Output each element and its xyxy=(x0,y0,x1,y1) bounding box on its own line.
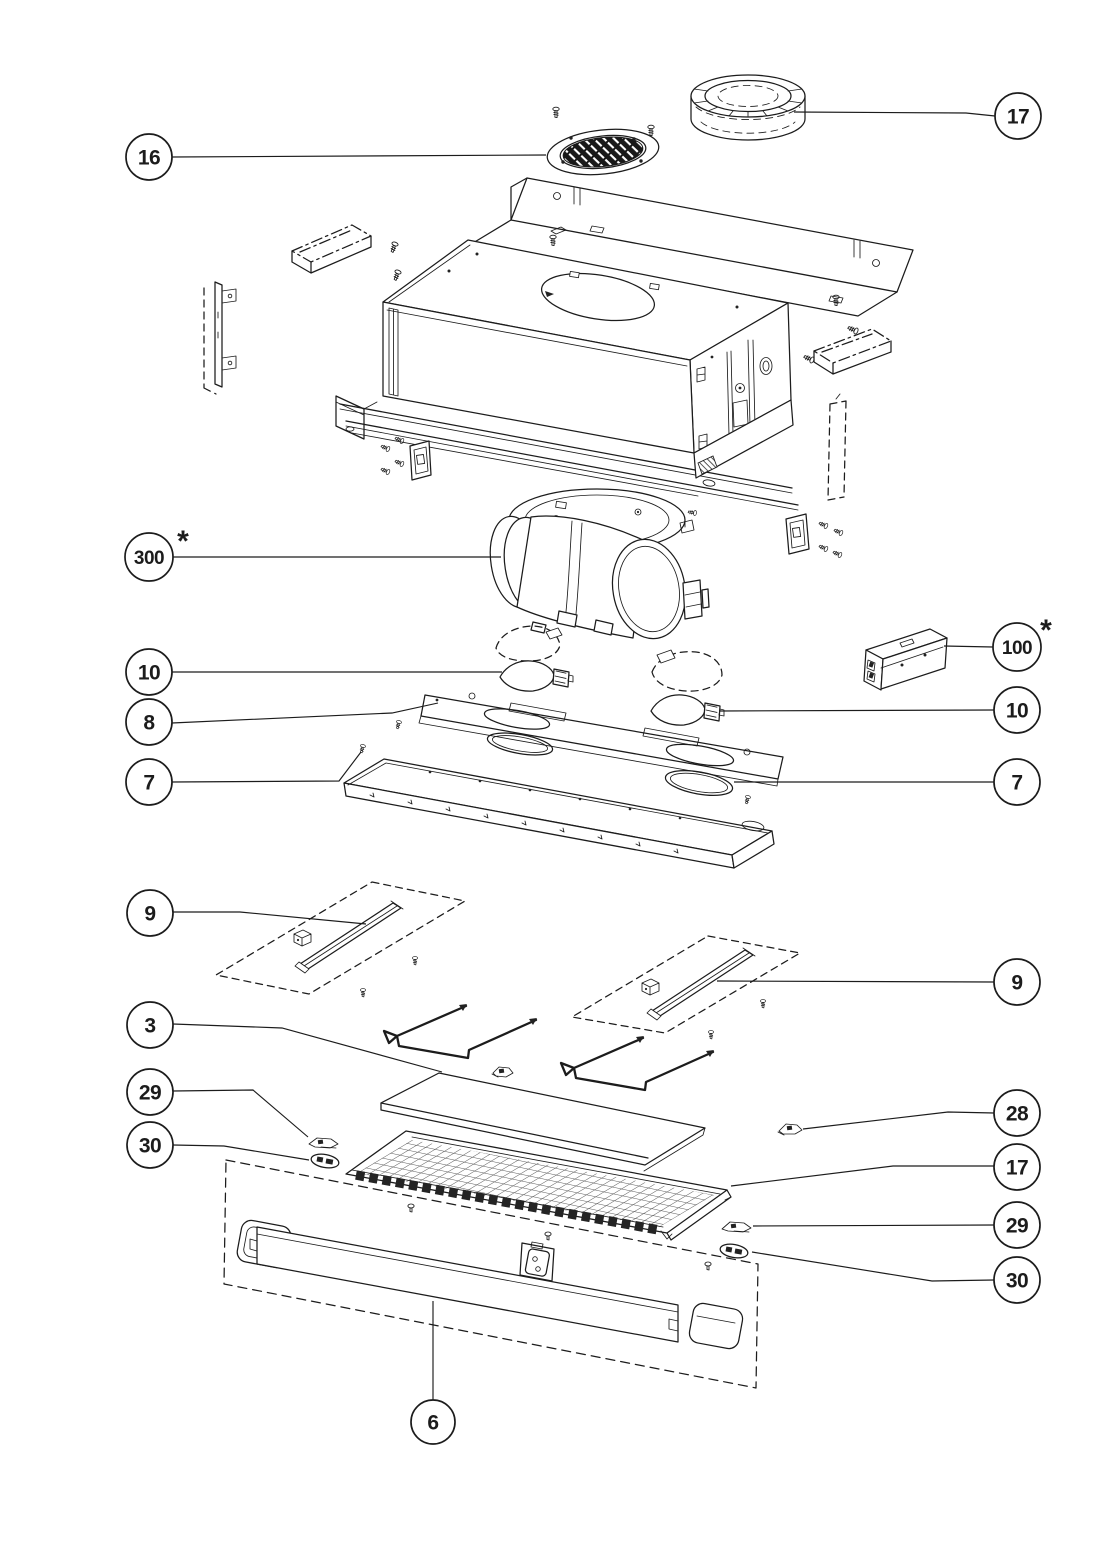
slide-rail-left-group xyxy=(216,882,465,997)
callout-label-9-right: 9 xyxy=(1011,971,1023,995)
leader-line-100 xyxy=(944,646,993,647)
callout-30-right xyxy=(752,1252,1040,1303)
front-bar xyxy=(257,1227,678,1342)
terminal-block xyxy=(864,629,947,690)
callout-label-16: 16 xyxy=(137,146,161,170)
switch-right xyxy=(786,514,844,558)
callout-label-10-left: 10 xyxy=(137,661,161,685)
callout-label-17-top: 17 xyxy=(1006,105,1030,129)
screw xyxy=(360,989,365,997)
callout-label-17-bottom: 17 xyxy=(1005,1156,1029,1180)
callout-label-28: 28 xyxy=(1005,1102,1029,1126)
clip-30-right xyxy=(719,1242,749,1260)
callout-label-100: 100 xyxy=(1001,637,1033,659)
leader-line-16 xyxy=(172,155,546,157)
end-cap-right xyxy=(688,1302,744,1350)
callout-29-right xyxy=(753,1202,1040,1248)
callout-28 xyxy=(803,1090,1040,1136)
clip-29-left xyxy=(309,1138,338,1148)
clip-30-left xyxy=(310,1152,340,1170)
leader-line-7-left xyxy=(172,752,361,782)
screw xyxy=(550,235,556,245)
screw xyxy=(553,107,559,117)
screw xyxy=(708,1031,713,1039)
screw xyxy=(688,509,697,515)
leader-line-9-left xyxy=(173,912,366,924)
leader-line-29-right xyxy=(753,1225,994,1226)
switch-left xyxy=(380,435,431,480)
leader-line-3 xyxy=(173,1024,442,1072)
leader-line-8 xyxy=(172,703,438,723)
screw xyxy=(412,957,417,965)
callout-9-left xyxy=(127,890,366,936)
bracket-upper-left xyxy=(292,225,402,281)
callout-label-8: 8 xyxy=(143,711,155,735)
screw xyxy=(648,125,654,135)
callout-300 xyxy=(125,525,501,581)
callout-17-bottom xyxy=(731,1144,1040,1190)
screw xyxy=(744,795,751,804)
screw xyxy=(545,1232,551,1240)
callout-30-left xyxy=(127,1122,309,1168)
leader-line-9-right xyxy=(717,981,994,982)
leader-line-10-right xyxy=(719,710,994,711)
callout-100 xyxy=(944,614,1052,671)
leader-line-29-left xyxy=(173,1090,308,1137)
lamp-bulb-right xyxy=(651,695,724,725)
callout-label-3: 3 xyxy=(144,1014,156,1038)
callout-label-6: 6 xyxy=(427,1411,439,1435)
screw xyxy=(392,269,402,281)
wire-deflector-right xyxy=(561,1036,714,1090)
wire-deflector-left xyxy=(384,1004,537,1058)
screw xyxy=(394,458,404,467)
clip xyxy=(492,1067,513,1077)
screw xyxy=(847,324,859,334)
callout-9-right xyxy=(717,959,1040,1005)
clip-28 xyxy=(778,1124,802,1135)
screw xyxy=(818,543,828,552)
screw xyxy=(833,527,843,536)
callout-label-7-right: 7 xyxy=(1011,771,1023,795)
slide-rail-right-group xyxy=(572,936,800,1039)
bracket-right-dashed xyxy=(828,394,846,500)
bracket-right xyxy=(803,324,891,374)
asterisk-mark-300: * xyxy=(177,525,189,558)
callout-label-29-right: 29 xyxy=(1005,1214,1029,1238)
screw xyxy=(408,1204,414,1212)
leader-line-17-bottom xyxy=(731,1166,994,1186)
screw xyxy=(395,720,402,729)
callout-label-300: 300 xyxy=(133,547,165,569)
screw xyxy=(832,549,842,558)
callout-label-29-left: 29 xyxy=(138,1081,162,1105)
callout-17-top xyxy=(794,93,1041,139)
screw xyxy=(818,520,828,529)
screw xyxy=(705,1262,711,1270)
screw xyxy=(803,353,815,363)
callout-10-left xyxy=(126,649,502,695)
bottom-panel xyxy=(344,720,774,868)
lamp-bulb-left xyxy=(500,661,573,691)
main-housing xyxy=(383,240,791,453)
callout-label-9-left: 9 xyxy=(144,902,156,926)
leader-line-28 xyxy=(803,1112,994,1129)
callout-label-10-right: 10 xyxy=(1005,699,1029,723)
lamp-support-panel xyxy=(419,693,783,786)
screw xyxy=(760,1000,765,1008)
leader-line-17-top xyxy=(794,112,995,116)
leader-line-30-left xyxy=(173,1145,309,1160)
motor-assembly xyxy=(484,489,722,691)
screw xyxy=(380,466,390,475)
callout-label-7-left: 7 xyxy=(143,771,155,795)
vent-grille xyxy=(545,107,661,180)
screw xyxy=(380,443,390,452)
callout-8 xyxy=(126,699,438,745)
screw xyxy=(359,744,366,753)
bracket-left-dashed xyxy=(204,282,236,394)
callout-label-30-right: 30 xyxy=(1005,1269,1029,1293)
duct-collar xyxy=(691,75,805,140)
callout-7-left xyxy=(126,752,361,805)
asterisk-mark-100: * xyxy=(1040,614,1052,647)
callout-16 xyxy=(126,134,546,180)
clip-29-right xyxy=(722,1222,751,1232)
leader-line-30-right xyxy=(752,1252,994,1281)
callout-label-30-left: 30 xyxy=(138,1134,162,1158)
callout-10-right xyxy=(719,687,1040,733)
screw xyxy=(389,241,399,253)
